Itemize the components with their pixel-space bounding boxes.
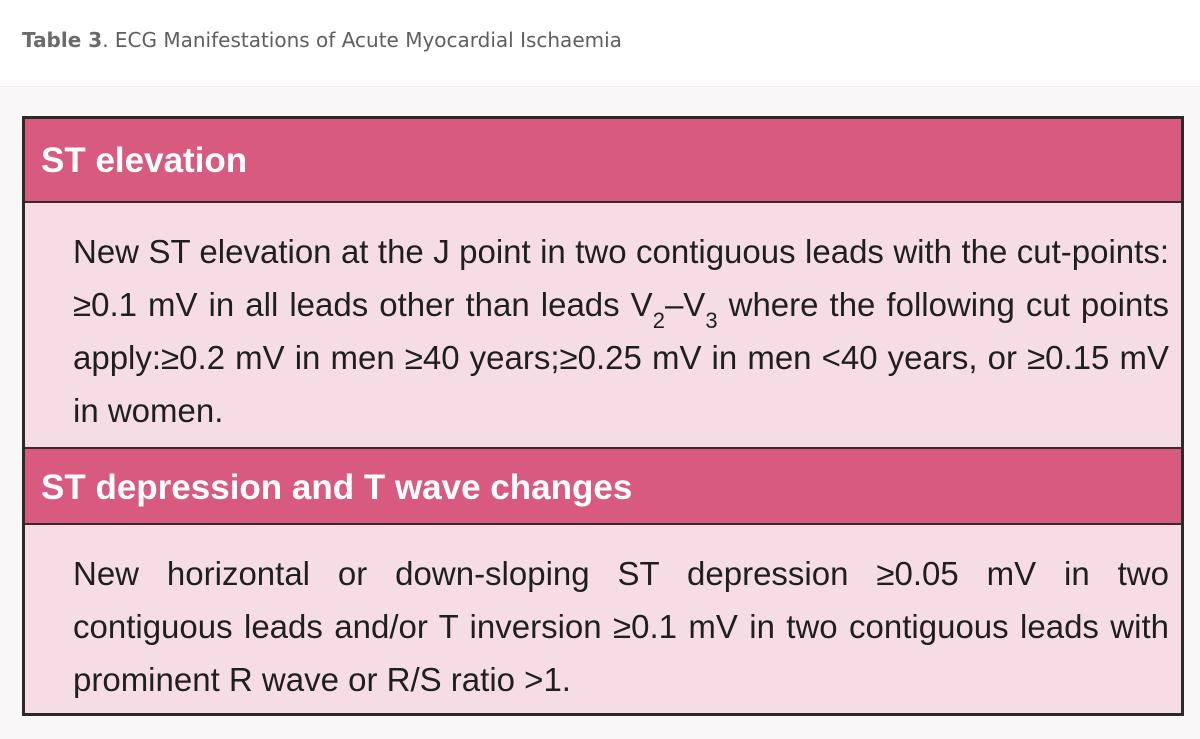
ecg-manifestations-table: [22, 116, 1184, 716]
lead-v2-subscript: 2: [652, 308, 665, 333]
lead-range-dash: –V: [664, 286, 706, 323]
st-depression-description: New horizontal or down-sloping ST depression ≥0.05 mV in two contiguous leads and/or T inversion ≥0.1 mV in two contiguous leads with prominent R wave or R/S ratio >1.: [73, 555, 1169, 698]
st-elevation-heading: ST elevation: [25, 119, 1181, 203]
st-elevation-text-part1: New ST elevation at the J point in two contiguous leads with the cut-points: ≥0.1 mV in all leads other than leads V: [73, 233, 1169, 323]
lead-v3-subscript: 3: [705, 308, 718, 333]
table-caption: [22, 28, 622, 52]
st-elevation-text-part2: where the following cut points apply:≥0.2 mV in men ≥40 years;≥0.25 mV in men <40 years, or ≥0.15 mV in women.: [73, 286, 1169, 429]
st-elevation-description: [73, 225, 1169, 437]
st-depression-heading: ST depression and T wave changes: [25, 447, 1181, 525]
table-caption-text: . ECG Manifestations of Acute Myocardial Ischaemia: [102, 28, 622, 52]
table-caption-label: Table 3: [22, 28, 103, 52]
